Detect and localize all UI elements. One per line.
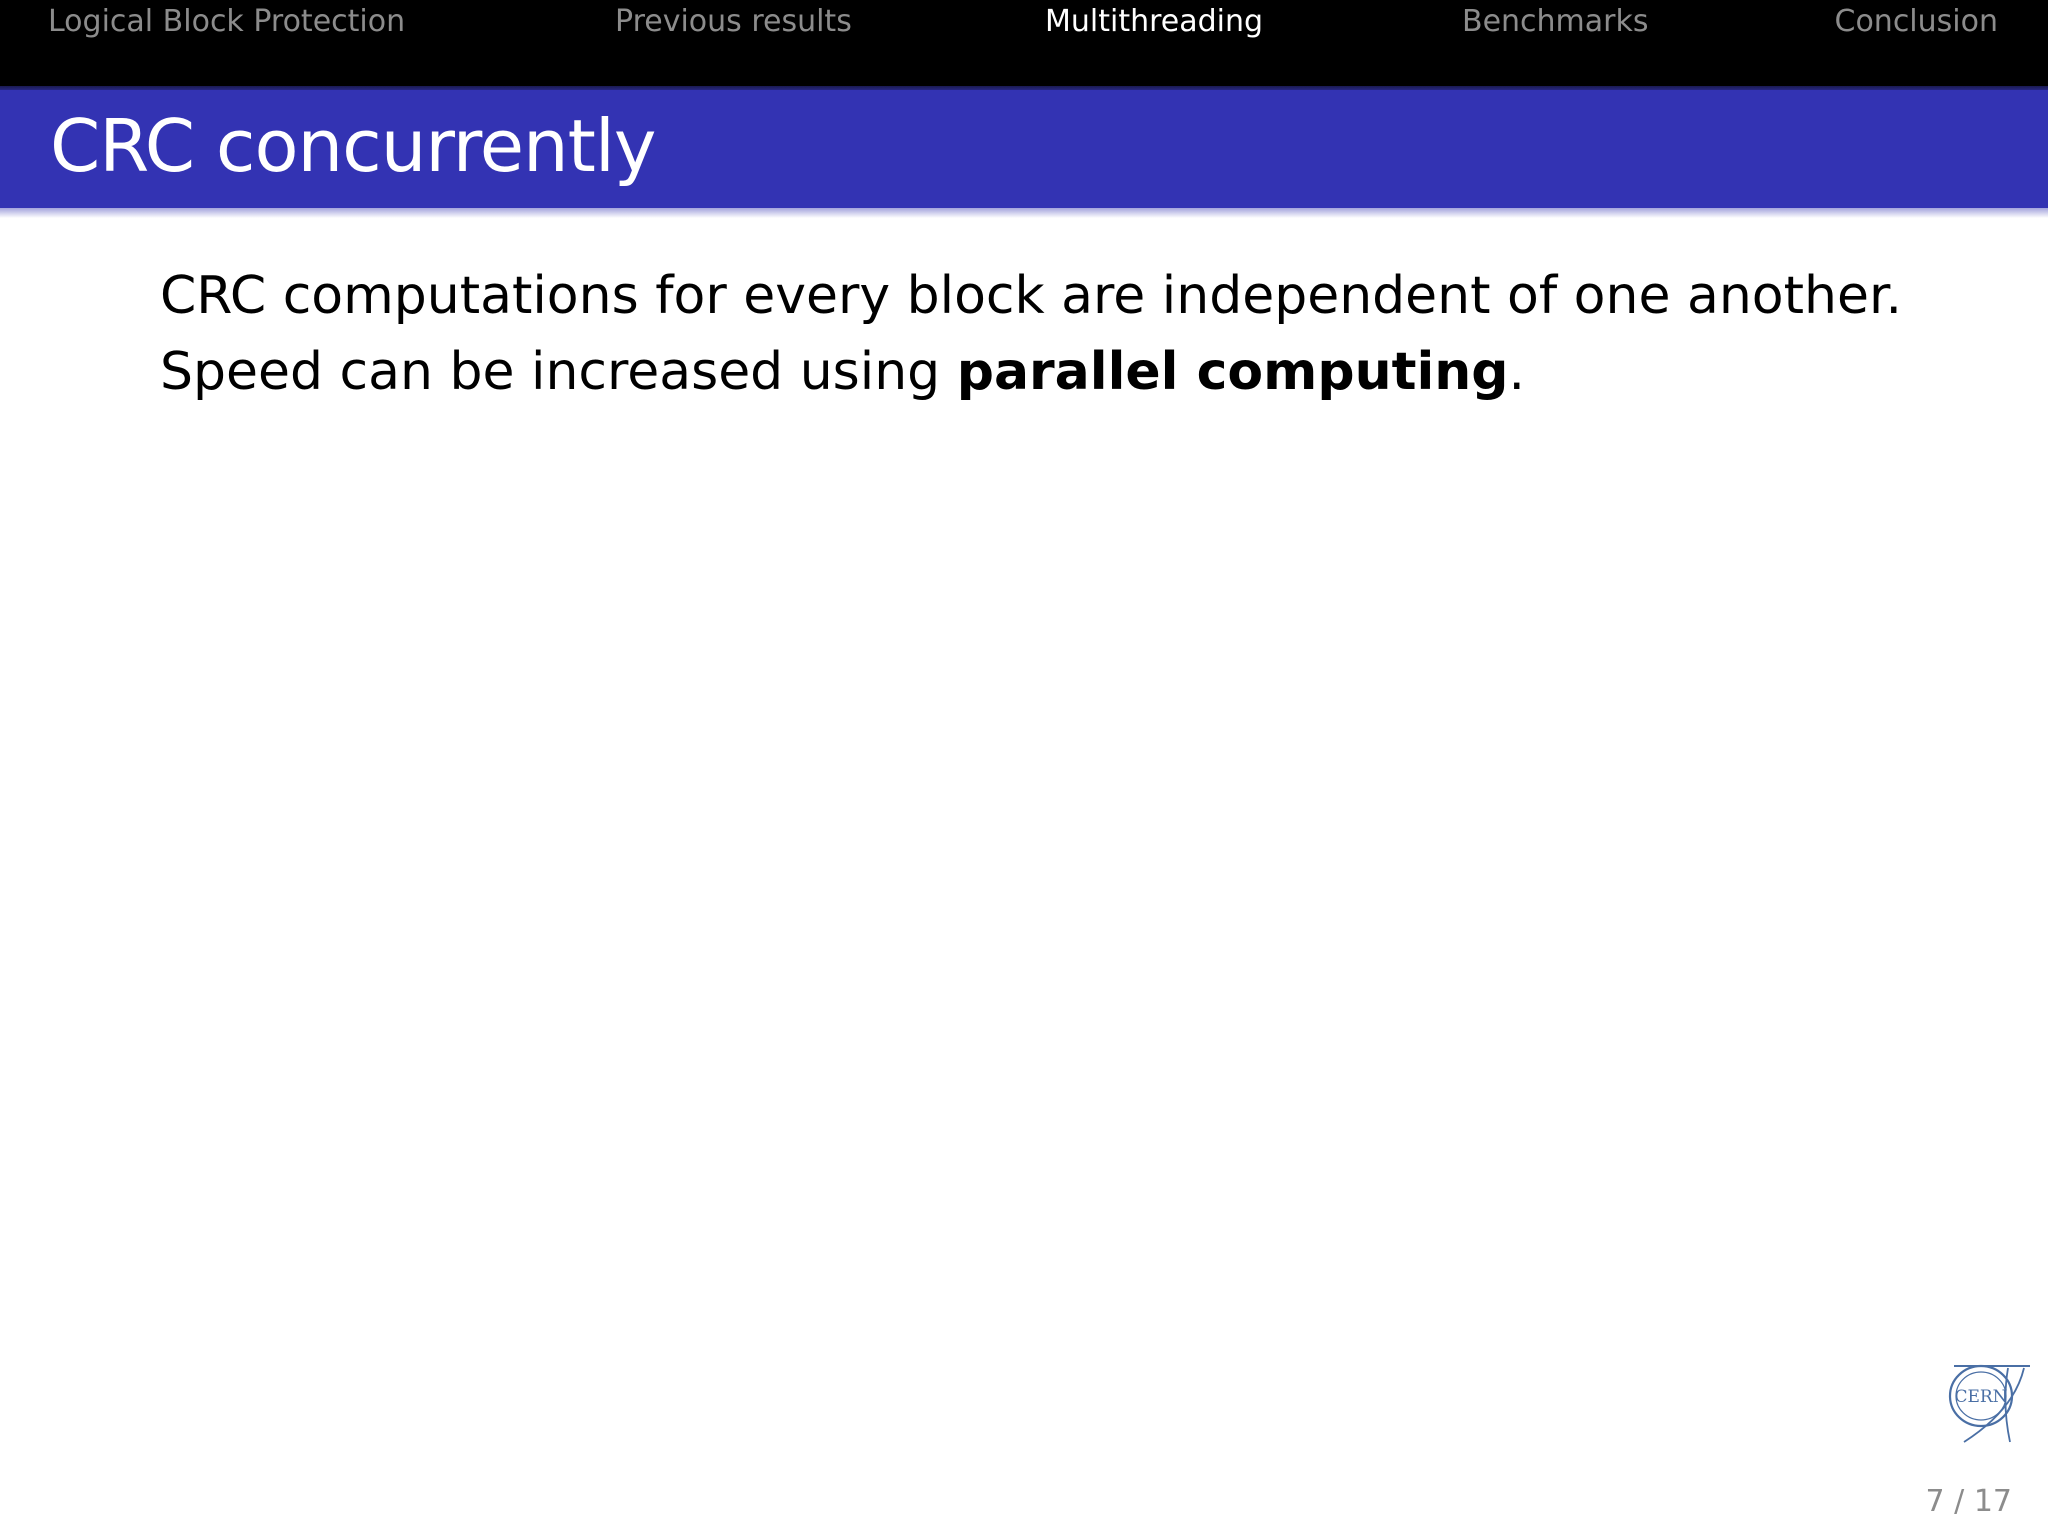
body-line-2-suffix: .: [1508, 342, 1526, 402]
emphasis-parallel-computing: parallel computing: [956, 342, 1509, 402]
nav-item-conclusion[interactable]: Conclusion: [1834, 4, 1998, 39]
slide-title: CRC concurrently: [50, 104, 656, 188]
body-line-2: [160, 334, 1960, 410]
body-line-1: CRC computations for every block are independent of one another.: [160, 266, 1903, 326]
slide-body: [160, 258, 1960, 410]
page-number: 7 / 17: [1925, 1484, 2012, 1519]
cern-logo-text: CERN: [1954, 1387, 2008, 1407]
body-line-2-prefix: Speed can be increased using: [160, 342, 957, 402]
nav-item-previous-results[interactable]: Previous results: [615, 4, 852, 39]
cern-logo-icon: [1944, 1358, 2032, 1444]
section-navigation-bar: [0, 0, 2048, 86]
nav-item-benchmarks[interactable]: Benchmarks: [1462, 4, 1649, 39]
nav-item-logical-block-protection[interactable]: Logical Block Protection: [48, 4, 406, 39]
title-shadow: [0, 208, 2048, 218]
nav-item-multithreading[interactable]: Multithreading: [1045, 4, 1264, 39]
